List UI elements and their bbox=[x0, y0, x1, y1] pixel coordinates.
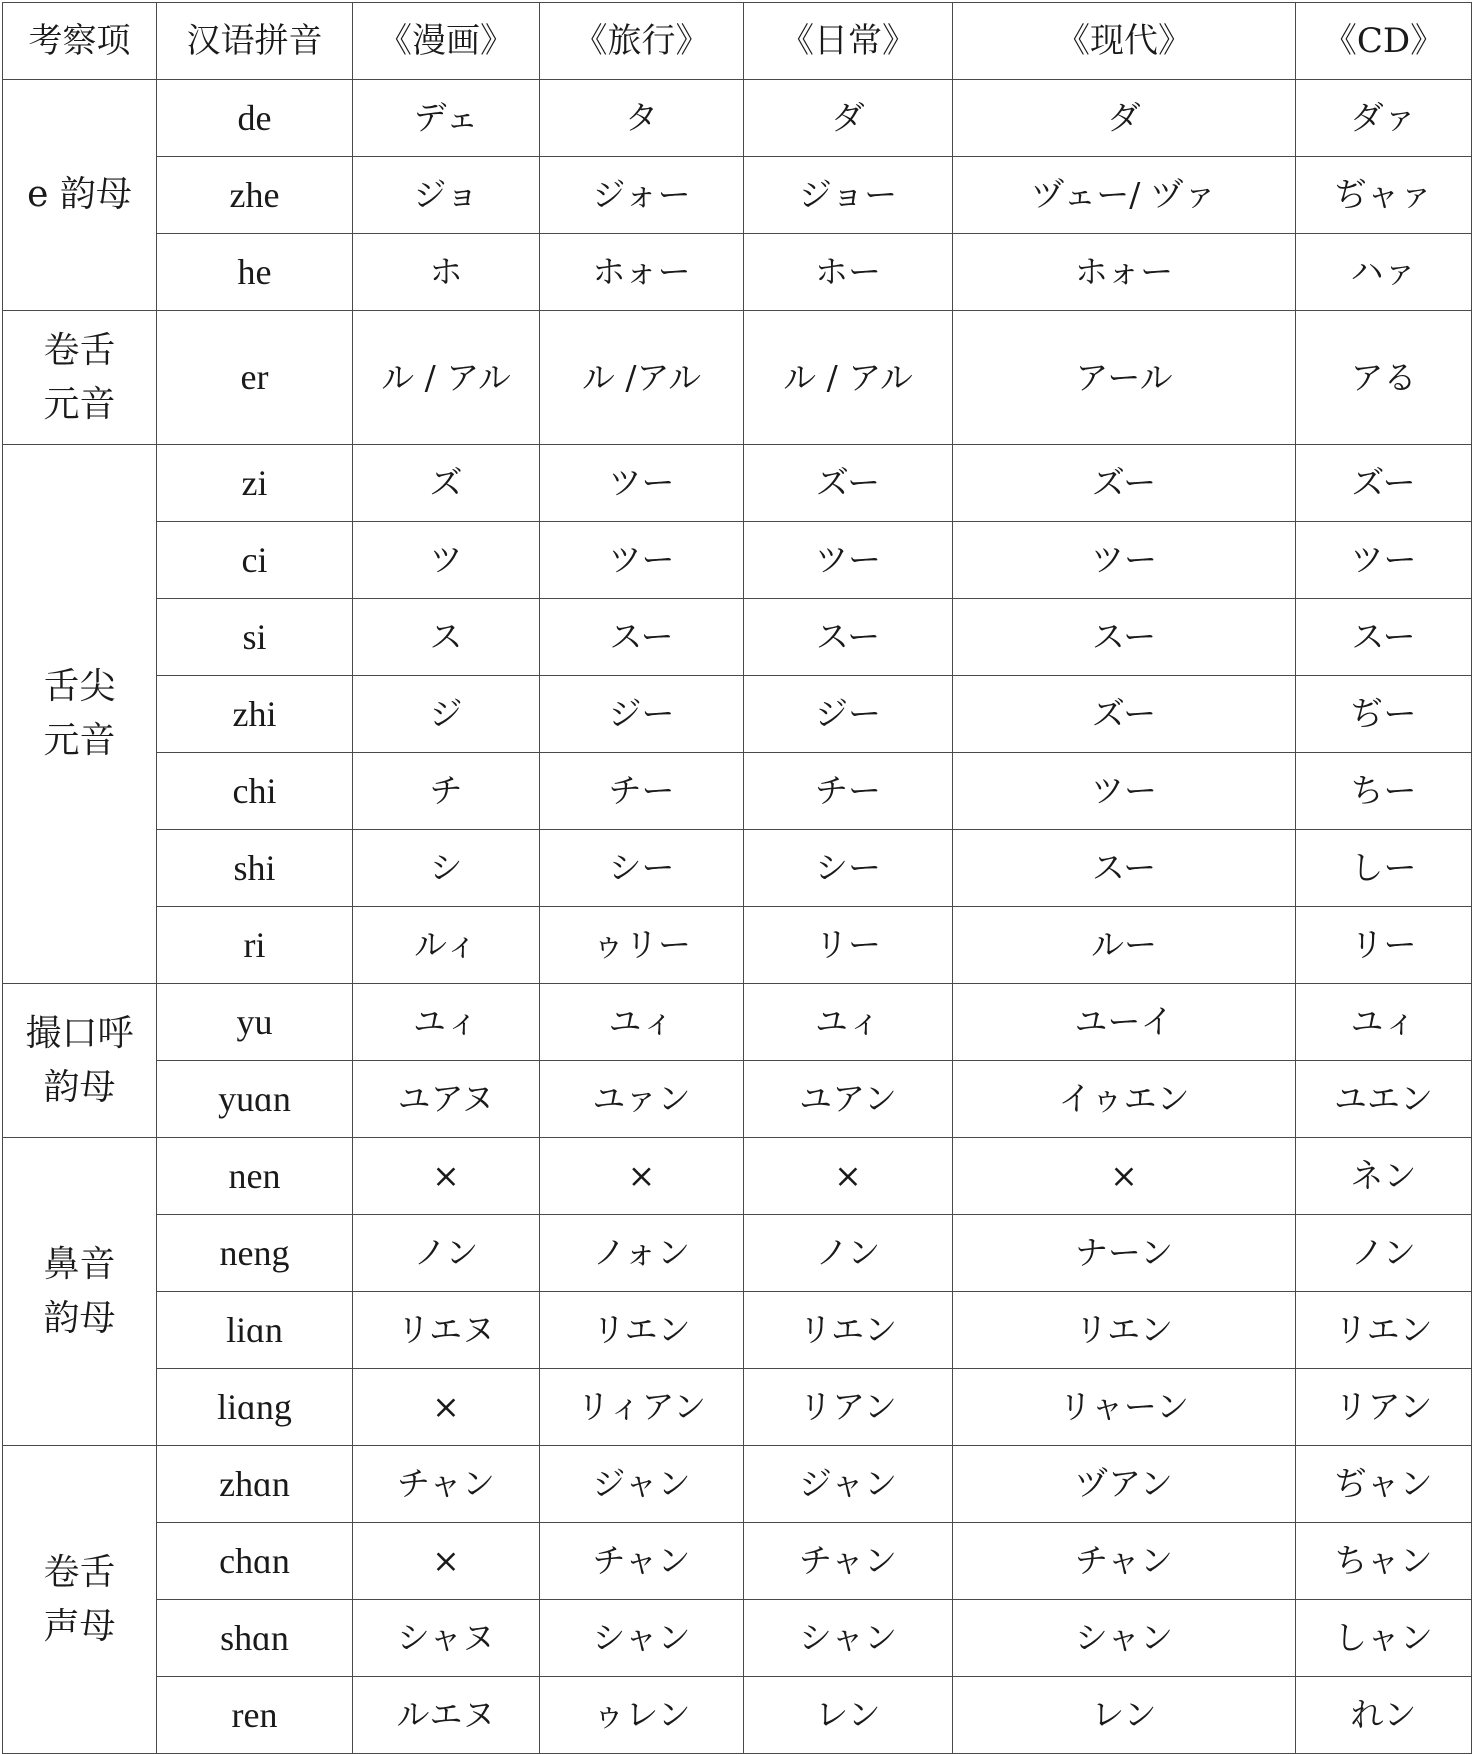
transcription-cell: チ bbox=[353, 753, 540, 830]
transcription-cell: × bbox=[353, 1523, 540, 1600]
table-row bbox=[3, 1215, 1472, 1292]
transcription-cell: ズー bbox=[744, 445, 953, 522]
transcription-cell: ヅェー/ ヅァ bbox=[953, 157, 1296, 234]
transcription-cell: チー bbox=[540, 753, 744, 830]
category-cell: 舌尖 元音 bbox=[3, 445, 157, 984]
category-cell: e 韵母 bbox=[3, 80, 157, 311]
transcription-cell: ツー bbox=[540, 522, 744, 599]
header-cell: 考察项 bbox=[3, 3, 157, 80]
transcription-cell: シャン bbox=[953, 1600, 1296, 1677]
pinyin-cell: si bbox=[157, 599, 353, 676]
header-cell: 《漫画》 bbox=[353, 3, 540, 80]
transcription-cell: レン bbox=[953, 1677, 1296, 1754]
table-row bbox=[3, 445, 1472, 522]
transcription-cell: しー bbox=[1296, 830, 1472, 907]
pinyin-cell: zhi bbox=[157, 676, 353, 753]
table-row bbox=[3, 1292, 1472, 1369]
pinyin-cell: ci bbox=[157, 522, 353, 599]
transcription-cell: ジョ bbox=[353, 157, 540, 234]
transcription-cell: れン bbox=[1296, 1677, 1472, 1754]
transcription-cell: スー bbox=[540, 599, 744, 676]
table-body bbox=[3, 80, 1472, 1754]
transcription-cell: アる bbox=[1296, 311, 1472, 445]
transcription-cell: シー bbox=[540, 830, 744, 907]
transcription-cell: ゥレン bbox=[540, 1677, 744, 1754]
table-row bbox=[3, 311, 1472, 445]
transcription-cell: ス bbox=[353, 599, 540, 676]
table-row bbox=[3, 1600, 1472, 1677]
transcription-cell: ちー bbox=[1296, 753, 1472, 830]
transcription-cell: チャン bbox=[353, 1446, 540, 1523]
transcription-cell: ジー bbox=[744, 676, 953, 753]
table-row bbox=[3, 234, 1472, 311]
transcription-cell: チャン bbox=[540, 1523, 744, 1600]
transcription-cell: ツー bbox=[953, 753, 1296, 830]
transcription-cell: ジー bbox=[540, 676, 744, 753]
transcription-cell: ユィ bbox=[540, 984, 744, 1061]
transcription-cell: ネン bbox=[1296, 1138, 1472, 1215]
pinyin-cell: neng bbox=[157, 1215, 353, 1292]
pinyin-cell: liɑng bbox=[157, 1369, 353, 1446]
pinyin-cell: nen bbox=[157, 1138, 353, 1215]
transcription-cell: ホォー bbox=[540, 234, 744, 311]
table-row bbox=[3, 984, 1472, 1061]
transcription-cell: ジォー bbox=[540, 157, 744, 234]
transcription-cell: × bbox=[353, 1369, 540, 1446]
transcription-cell: ぢャン bbox=[1296, 1446, 1472, 1523]
table-row bbox=[3, 1446, 1472, 1523]
transcription-cell: スー bbox=[953, 599, 1296, 676]
transcription-cell: スー bbox=[1296, 599, 1472, 676]
transcription-cell: スー bbox=[953, 830, 1296, 907]
table-row bbox=[3, 753, 1472, 830]
transcription-cell: ツー bbox=[540, 445, 744, 522]
transcription-cell: リー bbox=[1296, 907, 1472, 984]
transcription-cell: ズー bbox=[1296, 445, 1472, 522]
table-row bbox=[3, 830, 1472, 907]
table-row bbox=[3, 1061, 1472, 1138]
transcription-cell: ぢー bbox=[1296, 676, 1472, 753]
transcription-cell: ダ bbox=[953, 80, 1296, 157]
pinyin-cell: zhɑn bbox=[157, 1446, 353, 1523]
header-cell: 《CD》 bbox=[1296, 3, 1472, 80]
transcription-cell: ル / アル bbox=[744, 311, 953, 445]
transcription-cell: ジャン bbox=[744, 1446, 953, 1523]
table-row bbox=[3, 1677, 1472, 1754]
transcription-cell: ユアン bbox=[744, 1061, 953, 1138]
pinyin-cell: ren bbox=[157, 1677, 353, 1754]
transcription-cell: シャン bbox=[744, 1600, 953, 1677]
transcription-cell: ノン bbox=[1296, 1215, 1472, 1292]
transcription-cell: ジョー bbox=[744, 157, 953, 234]
transcription-cell: ジ bbox=[353, 676, 540, 753]
pinyin-cell: er bbox=[157, 311, 353, 445]
pinyin-cell: de bbox=[157, 80, 353, 157]
transcription-cell: ルィ bbox=[353, 907, 540, 984]
pinyin-cell: zhe bbox=[157, 157, 353, 234]
transcription-cell: シー bbox=[744, 830, 953, 907]
transcription-cell: ズー bbox=[953, 445, 1296, 522]
transcription-cell: タ bbox=[540, 80, 744, 157]
transcription-cell: ツー bbox=[953, 522, 1296, 599]
transcription-cell: ユエン bbox=[1296, 1061, 1472, 1138]
transcription-cell: ルー bbox=[953, 907, 1296, 984]
transcription-cell: ちャン bbox=[1296, 1523, 1472, 1600]
transcription-cell: ツー bbox=[1296, 522, 1472, 599]
transcription-cell: チー bbox=[744, 753, 953, 830]
pinyin-cell: yu bbox=[157, 984, 353, 1061]
pinyin-cell: zi bbox=[157, 445, 353, 522]
transcription-cell: ユィ bbox=[1296, 984, 1472, 1061]
category-cell: 卷舌 元音 bbox=[3, 311, 157, 445]
transcription-cell: しャン bbox=[1296, 1600, 1472, 1677]
transcription-cell: ダ bbox=[744, 80, 953, 157]
pinyin-cell: chɑn bbox=[157, 1523, 353, 1600]
table-row bbox=[3, 599, 1472, 676]
pinyin-cell: ri bbox=[157, 907, 353, 984]
table-row bbox=[3, 80, 1472, 157]
transcription-cell: リィアン bbox=[540, 1369, 744, 1446]
transcription-cell: × bbox=[540, 1138, 744, 1215]
transcription-cell: デェ bbox=[353, 80, 540, 157]
transcription-cell: チャン bbox=[744, 1523, 953, 1600]
pinyin-cell: he bbox=[157, 234, 353, 311]
transcription-cell: ホ bbox=[353, 234, 540, 311]
comparison-table bbox=[2, 2, 1472, 1754]
header-cell: 《日常》 bbox=[744, 3, 953, 80]
category-cell: 鼻音 韵母 bbox=[3, 1138, 157, 1446]
pinyin-cell: shi bbox=[157, 830, 353, 907]
transcription-cell: ダァ bbox=[1296, 80, 1472, 157]
transcription-cell: リー bbox=[744, 907, 953, 984]
transcription-cell: レン bbox=[744, 1677, 953, 1754]
transcription-cell: リャーン bbox=[953, 1369, 1296, 1446]
transcription-cell: シ bbox=[353, 830, 540, 907]
transcription-cell: ジャン bbox=[540, 1446, 744, 1523]
header-row bbox=[3, 3, 1472, 80]
transcription-cell: ユーイ bbox=[953, 984, 1296, 1061]
transcription-cell: リアン bbox=[744, 1369, 953, 1446]
transcription-cell: リエヌ bbox=[353, 1292, 540, 1369]
transcription-cell: ル / アル bbox=[353, 311, 540, 445]
header-cell: 《现代》 bbox=[953, 3, 1296, 80]
table-row bbox=[3, 157, 1472, 234]
transcription-cell: シャン bbox=[540, 1600, 744, 1677]
transcription-cell: リエン bbox=[1296, 1292, 1472, 1369]
transcription-cell: リエン bbox=[953, 1292, 1296, 1369]
pinyin-cell: shɑn bbox=[157, 1600, 353, 1677]
transcription-cell: ルエヌ bbox=[353, 1677, 540, 1754]
transcription-cell: ユィ bbox=[353, 984, 540, 1061]
transcription-cell: スー bbox=[744, 599, 953, 676]
transcription-cell: ノォン bbox=[540, 1215, 744, 1292]
transcription-cell: ハァ bbox=[1296, 234, 1472, 311]
transcription-cell: ユァン bbox=[540, 1061, 744, 1138]
transcription-cell: ノン bbox=[744, 1215, 953, 1292]
transcription-cell: シャヌ bbox=[353, 1600, 540, 1677]
table-row bbox=[3, 1369, 1472, 1446]
transcription-cell: ユアヌ bbox=[353, 1061, 540, 1138]
table-row bbox=[3, 907, 1472, 984]
transcription-cell: ル /アル bbox=[540, 311, 744, 445]
table-row bbox=[3, 522, 1472, 599]
transcription-cell: ナーン bbox=[953, 1215, 1296, 1292]
transcription-cell: ユィ bbox=[744, 984, 953, 1061]
table-row bbox=[3, 1523, 1472, 1600]
transcription-cell: × bbox=[744, 1138, 953, 1215]
transcription-cell: ズ bbox=[353, 445, 540, 522]
header-cell: 《旅行》 bbox=[540, 3, 744, 80]
transcription-cell: ヅアン bbox=[953, 1446, 1296, 1523]
pinyin-cell: liɑn bbox=[157, 1292, 353, 1369]
category-cell: 卷舌 声母 bbox=[3, 1446, 157, 1754]
transcription-cell: ぢャァ bbox=[1296, 157, 1472, 234]
table-row bbox=[3, 1138, 1472, 1215]
transcription-cell: ズー bbox=[953, 676, 1296, 753]
transcription-cell: チャン bbox=[953, 1523, 1296, 1600]
header-cell: 汉语拼音 bbox=[157, 3, 353, 80]
transcription-cell: ツー bbox=[744, 522, 953, 599]
pinyin-cell: chi bbox=[157, 753, 353, 830]
pinyin-cell: yuɑn bbox=[157, 1061, 353, 1138]
transcription-cell: リエン bbox=[744, 1292, 953, 1369]
transcription-cell: ホー bbox=[744, 234, 953, 311]
transcription-cell: × bbox=[353, 1138, 540, 1215]
transcription-cell: × bbox=[953, 1138, 1296, 1215]
transcription-cell: イゥエン bbox=[953, 1061, 1296, 1138]
transcription-cell: リエン bbox=[540, 1292, 744, 1369]
table-row bbox=[3, 676, 1472, 753]
category-cell: 撮口呼 韵母 bbox=[3, 984, 157, 1138]
transcription-cell: ノン bbox=[353, 1215, 540, 1292]
transcription-cell: ホォー bbox=[953, 234, 1296, 311]
transcription-cell: リアン bbox=[1296, 1369, 1472, 1446]
transcription-cell: ツ bbox=[353, 522, 540, 599]
transcription-cell: ゥリー bbox=[540, 907, 744, 984]
transcription-cell: アール bbox=[953, 311, 1296, 445]
